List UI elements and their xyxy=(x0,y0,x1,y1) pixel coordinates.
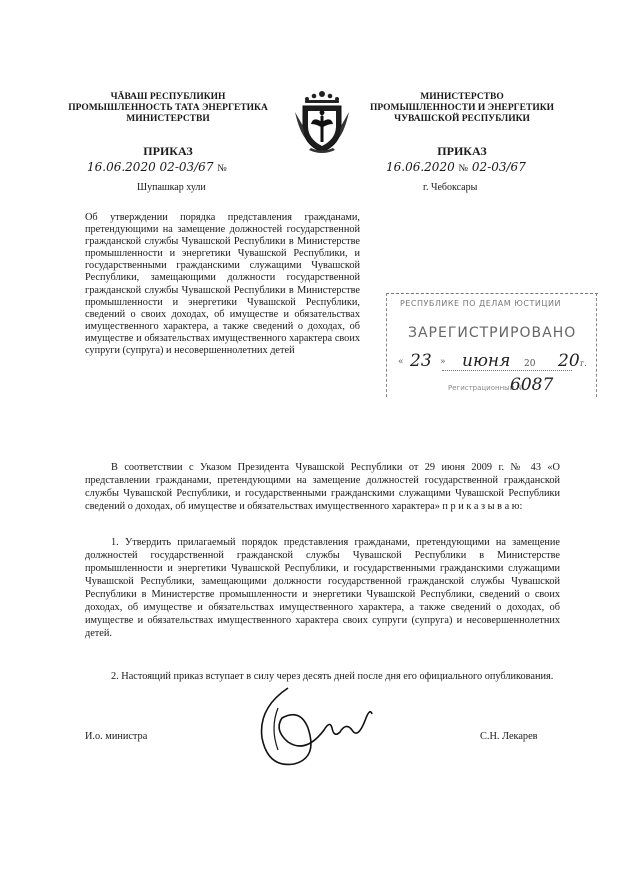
preamble-paragraph: В соответствии с Указом Президента Чувашской Республики от 29 июня 2009 г. № 43 «О представлении гражданами, претендующими на замещение должностей государственной гражданской службы Чувашской Республики, и государственными гражданскими служащими Чувашской Республики сведений о доходах, об имуществе и обязательствах имущественного характера» п р и к а з ы в а ю: xyxy=(85,462,560,512)
header-right-line1: МИНИСТЕРСТВО xyxy=(420,92,504,102)
stamp-day: 23 xyxy=(410,351,432,371)
emblem-icon xyxy=(291,86,353,156)
stamp-registered: ЗАРЕГИСТРИРОВАНО xyxy=(408,325,577,341)
header-left-line1: ЧĂВАШ РЕСПУБЛИКИН xyxy=(110,92,226,102)
header-left-line2: ПРОМЫШЛЕННОСТЬ ТАТА ЭНЕРГЕТИКА xyxy=(68,103,268,113)
order-date-number-left xyxy=(87,160,227,174)
header-right-russian xyxy=(352,92,572,125)
order-number-right: 02-03/67 xyxy=(471,160,526,174)
stamp-year: 20 xyxy=(558,351,580,371)
registration-stamp xyxy=(386,293,598,403)
document-title: Об утверждении порядка представления гражданами, претендующими на замещение должностей государственной гражданской службы Чувашской Республики в Министерстве промышленности и энергетики Чувашской Республики, и государственными гражданскими служащими Чувашской Республики, замещающими должности государственной гражданской службы Чувашской Республики в Министерстве промышленности и энергетики Чувашской Республики, сведений о своих доходах, об имуществе и обязательствах имущественного характера, а также сведений о доходах, об имуществе и обязательствах имущественного характера своих супруги (супруга) и несовершеннолетних детей xyxy=(85,212,360,357)
stamp-month: июня xyxy=(462,351,511,371)
stamp-authority: РЕСПУБЛИКЕ ПО ДЕЛАМ ЮСТИЦИИ xyxy=(400,299,561,308)
place-left: Шупашкар хули xyxy=(137,182,206,193)
order-date-right: 16.06.2020 xyxy=(386,160,455,174)
stamp-quote-left: « xyxy=(398,357,404,367)
order-no-sign-left: № xyxy=(217,163,227,174)
stamp-frame-right xyxy=(596,293,598,397)
header-left-chuvash xyxy=(58,92,278,125)
order-item-1: 1. Утвердить прилагаемый порядок представления гражданами, претендующими на замещение должностей государственной гражданской службы Чувашской Республики в Министерстве промышленности и энергетики Чувашской Республики, и государственными гражданскими служащими Чувашской Республики, замещающими должности государственной гражданской службы Чувашской Республики в Министерстве промышленности и энергетики Чувашской Республики, сведений о своих доходах, об имуществе и обязательствах имущественного характера, а также сведений о доходах, об имуществе и обязательствах имущественного характера своих супруги (супруга) и несовершеннолетних детей. xyxy=(85,537,560,639)
order-no-sign-right: № xyxy=(458,163,469,174)
header-right-line2: ПРОМЫШЛЕННОСТИ И ЭНЕРГЕТИКИ xyxy=(369,103,555,113)
order-date-left: 16.06.2020 xyxy=(87,160,156,174)
order-number-left: 02-03/67 xyxy=(159,160,214,174)
stamp-reg-number: 6087 xyxy=(510,375,554,395)
order-label-left: ПРИКАЗ xyxy=(143,144,193,158)
stamp-frame-left xyxy=(386,293,388,397)
stamp-date-underline xyxy=(442,370,572,371)
header-right-line3: ЧУВАШСКОЙ РЕСПУБЛИКИ xyxy=(394,114,530,124)
signatory-name: С.Н. Лекарев xyxy=(480,731,538,742)
stamp-frame-top xyxy=(386,293,598,295)
stamp-reg-label: Регистрационный № xyxy=(448,384,524,392)
order-label-right: ПРИКАЗ xyxy=(437,144,487,158)
stamp-year-suffix: г. xyxy=(580,359,587,368)
place-right: г. Чебоксары xyxy=(423,182,478,193)
stamp-quote-right: » xyxy=(440,357,446,367)
order-date-number-right xyxy=(386,160,526,174)
stamp-year-prefix: 20 xyxy=(524,359,536,369)
signatory-role: И.о. министра xyxy=(85,731,148,742)
stamp-date xyxy=(398,351,598,373)
order-item-2: 2. Настоящий приказ вступает в силу через десять дней после дня его официального опубликования. xyxy=(111,671,554,682)
handwritten-signature xyxy=(248,668,398,788)
header-left-line3: МИНИСТЕРСТВИ xyxy=(126,114,210,124)
